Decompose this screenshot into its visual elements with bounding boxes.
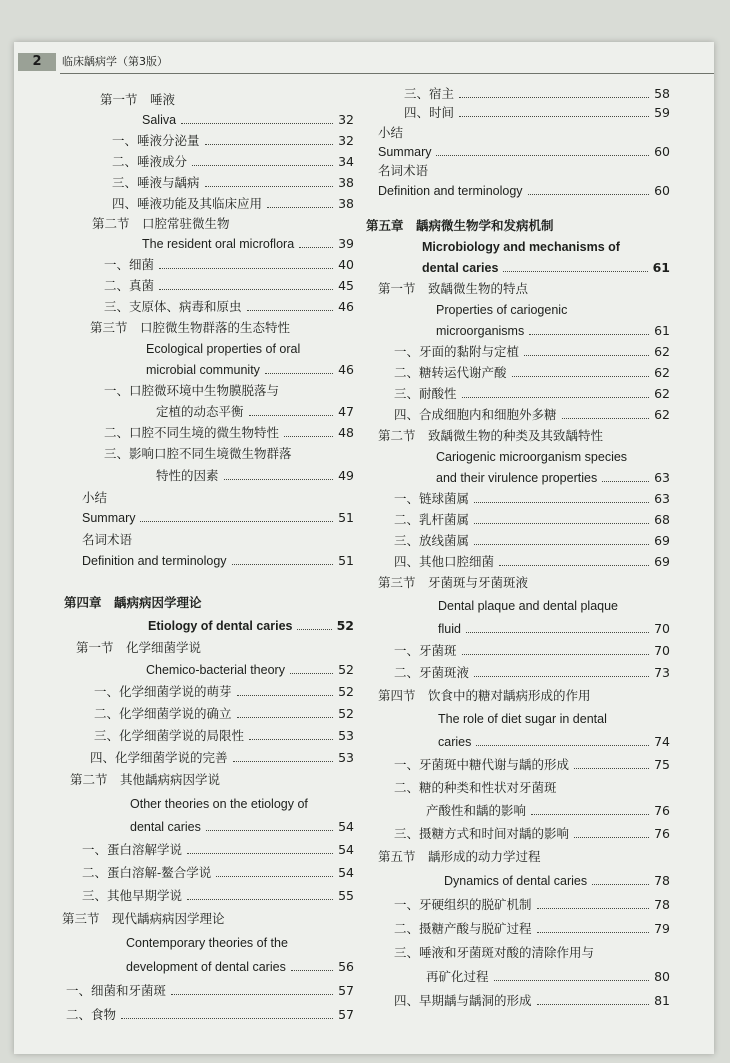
section-heading: 第五节 龋形成的动力学过程	[378, 849, 541, 864]
toc-entry: fluid 70	[438, 621, 670, 636]
toc-entry-line: Other theories on the etiology of	[130, 797, 308, 811]
section-heading: 第三节 牙菌斑与牙菌斑液	[378, 575, 529, 590]
toc-entry: development of dental caries 56	[126, 959, 354, 974]
section-heading: 第二节 其他龋病病因学说	[70, 772, 221, 787]
terminology-heading: 名词术语	[378, 163, 429, 178]
toc-entry-line: Cariogenic microorganism species	[436, 450, 628, 464]
toc-entry: 二、蛋白溶解-鳌合学说 54	[82, 865, 354, 880]
toc-entry: 四、早期龋与龋洞的形成 81	[394, 993, 670, 1008]
toc-entry-line: 三、唾液和牙菌斑对酸的清除作用与	[394, 945, 595, 960]
toc-entry: 三、化学细菌学说的局限性 53	[94, 728, 354, 743]
toc-entry: 特性的因素 49	[156, 468, 354, 483]
page-number: 2	[18, 53, 56, 71]
toc-entry: 二、口腔不同生境的微生物特性 48	[104, 425, 354, 440]
toc-entry: and their virulence properties 63	[436, 470, 670, 485]
toc-entry: 二、乳杆菌属 68	[394, 512, 670, 527]
toc-entry: 二、糖转运代谢产酸 62	[394, 365, 670, 380]
toc-entry: Summary 51	[82, 510, 354, 525]
summary-heading: 小结	[378, 125, 404, 140]
toc-entry: 一、牙硬组织的脱矿机制 78	[394, 897, 670, 912]
toc-entry: 一、细菌 40	[104, 257, 354, 272]
toc-entry: 定植的动态平衡 47	[156, 404, 354, 419]
toc-entry: 再矿化过程 80	[426, 969, 670, 984]
toc-entry: 一、链球菌属 63	[394, 491, 670, 506]
toc-entry: 二、牙菌斑液 73	[394, 665, 670, 680]
section-heading: 第三节 口腔微生物群落的生态特性	[90, 320, 291, 335]
toc-entry: Summary 60	[378, 144, 670, 159]
toc-entry: 一、牙菌斑 70	[394, 643, 670, 658]
toc-entry: 一、蛋白溶解学说 54	[82, 842, 354, 857]
toc-entry: microorganisms 61	[436, 323, 670, 338]
toc-entry: 二、食物 57	[66, 1007, 354, 1022]
running-title: 临床龋病学（第3版）	[62, 55, 168, 68]
toc-entry: 四、化学细菌学说的完善 53	[90, 750, 354, 765]
toc-entry: Definition and terminology 60	[378, 183, 670, 198]
chapter-heading: 第四章 龋病病因学理论	[64, 595, 202, 610]
toc-entry: 二、真菌 45	[104, 278, 354, 293]
chapter-heading: 第五章 龋病微生物学和发病机制	[366, 218, 554, 233]
toc-entry: 四、其他口腔细菌 69	[394, 554, 670, 569]
toc-entry: 一、化学细菌学说的萌芽 52	[94, 684, 354, 699]
section-heading: 第三节 现代龋病病因学理论	[62, 911, 225, 926]
toc-entry: Saliva 32	[142, 112, 354, 127]
section-heading: 第一节 致龋微生物的特点	[378, 281, 529, 296]
section-heading: 第一节 化学细菌学说	[76, 640, 202, 655]
page-header	[14, 52, 714, 72]
toc-entry: 三、唾液与龋病 38	[112, 175, 354, 190]
toc-entry: 三、宿主 58	[404, 86, 670, 101]
toc-entry-line: The role of diet sugar in dental	[438, 712, 607, 726]
toc-entry: Definition and terminology 51	[82, 553, 354, 568]
toc-entry: 二、摄糖产酸与脱矿过程 79	[394, 921, 670, 936]
toc-entry: 二、唾液成分 34	[112, 154, 354, 169]
toc-entry: 四、唾液功能及其临床应用 38	[112, 196, 354, 211]
section-heading: 第二节 致龋微生物的种类及其致龋特性	[378, 428, 604, 443]
toc-entry-line: 二、糖的种类和性状对牙菌斑	[394, 780, 557, 795]
toc-entry: 三、支原体、病毒和原虫 46	[104, 299, 354, 314]
toc-entry-line: Properties of cariogenic	[436, 303, 568, 317]
toc-entry: 一、牙菌斑中糖代谢与龋的形成 75	[394, 757, 670, 772]
toc-entry: 四、合成细胞内和细胞外多糖 62	[394, 407, 670, 422]
toc-entry: Dynamics of dental caries 78	[444, 873, 670, 888]
summary-heading: 小结	[82, 490, 108, 505]
toc-entry: Chemico-bacterial theory 52	[146, 662, 354, 677]
toc-entry: 三、放线菌属 69	[394, 533, 670, 548]
toc-entry-line: Contemporary theories of the	[126, 936, 288, 950]
terminology-heading: 名词术语	[82, 532, 133, 547]
toc-entry: 一、唾液分泌量 32	[112, 133, 354, 148]
toc-entry: 三、耐酸性 62	[394, 386, 670, 401]
toc-entry: 三、其他早期学说 55	[82, 888, 354, 903]
book-page	[14, 42, 714, 1054]
toc-entry: 四、时间 59	[404, 105, 670, 120]
section-heading: 第二节 口腔常驻微生物	[92, 216, 230, 231]
toc-entry: 产酸性和龋的影响 76	[426, 803, 670, 818]
toc-entry-line: 一、口腔微环境中生物膜脱落与	[104, 383, 280, 398]
toc-entry: dental caries 54	[130, 819, 354, 834]
toc-entry-line: Microbiology and mechanisms of	[422, 240, 620, 254]
toc-entry: 二、化学细菌学说的确立 52	[94, 706, 354, 721]
toc-entry: Etiology of dental caries 52	[148, 618, 354, 633]
section-heading: 第一节 唾液	[100, 92, 176, 107]
toc-entry: The resident oral microflora 39	[142, 236, 354, 251]
toc-entry-line: Dental plaque and dental plaque	[438, 599, 619, 613]
toc-entry: 一、细菌和牙菌斑 57	[66, 983, 354, 998]
header-rule	[60, 73, 714, 74]
toc-entry: 三、摄糖方式和时间对龋的影响 76	[394, 826, 670, 841]
toc-entry: caries 74	[438, 734, 670, 749]
toc-entry: microbial community 46	[146, 362, 354, 377]
section-heading: 第四节 饮食中的糖对龋病形成的作用	[378, 688, 591, 703]
toc-entry: 一、牙面的黏附与定植 62	[394, 344, 670, 359]
toc-entry-line: Ecological properties of oral	[146, 342, 301, 356]
toc-entry-line: 三、影响口腔不同生境微生物群落	[104, 446, 292, 461]
toc-entry: dental caries 61	[422, 260, 670, 275]
